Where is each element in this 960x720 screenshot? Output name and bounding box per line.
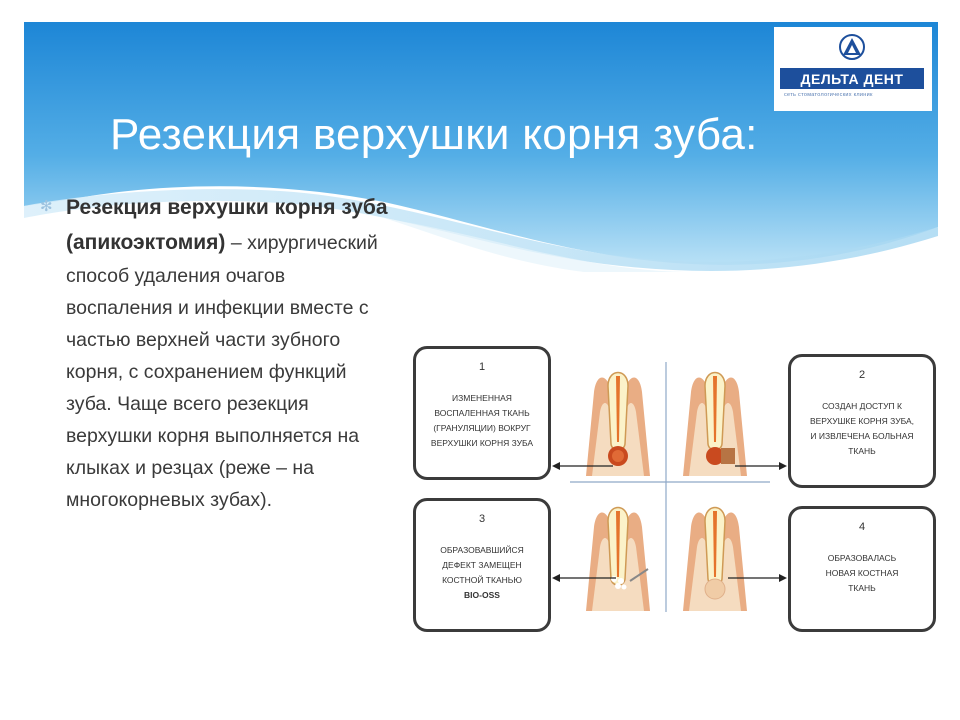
procedure-diagram — [410, 342, 938, 634]
step-caption: ОБРАЗОВАВШИЙСЯ ДЕФЕКТ ЗАМЕЩЕН КОСТНОЙ ТКАНЬЮ BIO-OSS — [440, 545, 524, 600]
definition-text: хирургический способ удаления очагов воспаления и инфекции вместе с частью верхней части зубного корня, с сохранением функций зуба. Чаще всего резекция верхушки корня выполняется на клыках и резцах (реже – на многокорневых зубах). — [66, 232, 378, 511]
step-card-3 — [413, 498, 551, 632]
tooth-step-2 — [683, 373, 747, 477]
tooth-step-4 — [683, 508, 747, 612]
logo-tagline: сеть стоматологических клиник — [784, 92, 873, 98]
definition-term: Резекция верхушки корня зуба (апикоэктомия) — [66, 196, 388, 254]
tooth-step-1 — [586, 373, 650, 477]
step-card-2 — [788, 354, 936, 488]
step-card-1 — [413, 346, 551, 480]
slide-title: Резекция верхушки корня зуба: — [110, 110, 758, 159]
definition-dash: – — [225, 232, 248, 254]
step-card-4 — [788, 506, 936, 632]
definition-paragraph — [66, 190, 396, 516]
step-number: 3 — [478, 513, 486, 525]
step-number: 4 — [858, 521, 866, 533]
step-caption: СОЗДАН ДОСТУП К ВЕРХУШКЕ КОРНЯ ЗУБА, И ИЗВЛЕЧЕНА БОЛЬНАЯ ТКАНЬ — [809, 401, 915, 456]
tooth-step-3 — [586, 508, 650, 612]
step-number: 2 — [858, 369, 866, 381]
step-caption: ИЗМЕНЕННАЯ ВОСПАЛЕННАЯ ТКАНЬ (ГРАНУЛЯЦИИ) ВОКРУГ ВЕРХУШКИ КОРНЯ ЗУБА — [430, 393, 534, 448]
step-caption: ОБРАЗОВАЛАСЬ НОВАЯ КОСТНАЯ ТКАНЬ — [825, 553, 899, 593]
step-number: 1 — [478, 361, 486, 373]
asterisk-bullet-icon: ✻ — [40, 197, 53, 215]
logo-wordmark: ДЕЛЬТА ДЕНТ — [780, 68, 924, 89]
delta-logo-icon — [838, 34, 866, 60]
